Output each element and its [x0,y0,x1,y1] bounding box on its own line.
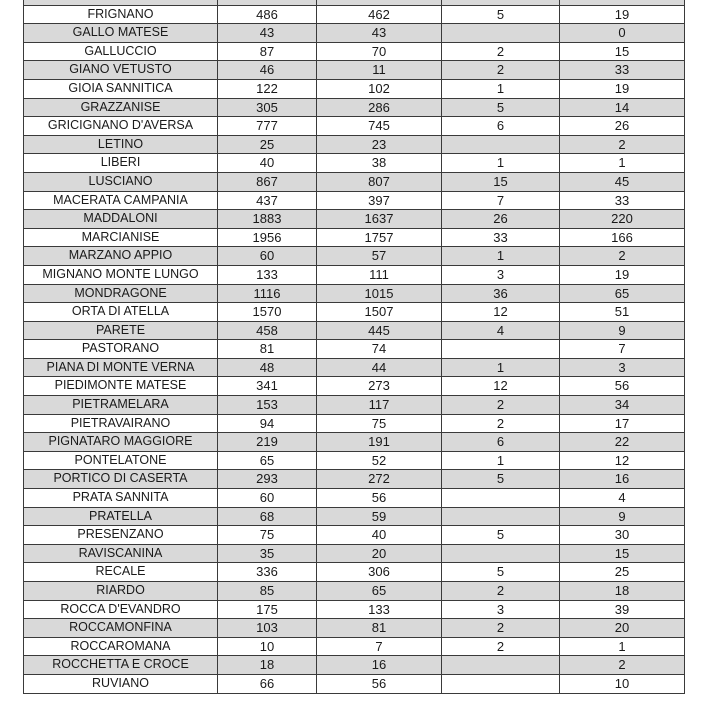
cell-value-col-4: 39 [560,600,685,619]
cell-value-col-1: 122 [218,79,317,98]
cell-value-col-4: 18 [560,582,685,601]
cell-value-col-2: 102 [317,79,442,98]
cell-comune-name: GIOIA SANNITICA [24,79,218,98]
cell-value-col-1: 35 [218,544,317,563]
cell-comune-name: PONTELATONE [24,451,218,470]
table-row [24,619,685,638]
table-row [24,451,685,470]
cell-value-col-2: 191 [317,433,442,452]
cell-comune-name: PRATA SANNITA [24,489,218,508]
cell-value-col-3 [442,507,560,526]
cell-comune-name: PRESENZANO [24,526,218,545]
cell-value-col-3: 12 [442,377,560,396]
cell-value-col-4: 9 [560,321,685,340]
cell-value-col-3: 1 [442,154,560,173]
cell-value-col-2: 16 [317,656,442,675]
cell-comune-name: GALLUCCIO [24,42,218,61]
table-row [24,24,685,43]
table-row [24,191,685,210]
table-body [24,0,685,693]
cell-value-col-3: 1 [442,451,560,470]
table-row [24,600,685,619]
cell-value-col-3: 5 [442,98,560,117]
cell-comune-name: RIARDO [24,582,218,601]
table-row [24,674,685,693]
cell-value-col-3: 2 [442,61,560,80]
cell-value-col-3: 6 [442,433,560,452]
cell-value-col-3: 1 [442,358,560,377]
cell-value-col-4: 2 [560,656,685,675]
cell-comune-name: MADDALONI [24,210,218,229]
cell-value-col-1: 85 [218,582,317,601]
cell-value-col-4: 51 [560,303,685,322]
cell-value-col-3: 5 [442,470,560,489]
table-row [24,79,685,98]
cell-value-col-4: 17 [560,414,685,433]
cell-value-col-3: 1 [442,79,560,98]
cell-value-col-1: 341 [218,377,317,396]
table-row [24,303,685,322]
cell-comune-name: GALLO MATESE [24,24,218,43]
cell-comune-name: PARETE [24,321,218,340]
cell-value-col-1: 1116 [218,284,317,303]
cell-value-col-3: 15 [442,172,560,191]
cell-value-col-1: 94 [218,414,317,433]
cell-comune-name: ROCCA D'EVANDRO [24,600,218,619]
cell-comune-name: ROCCAMONFINA [24,619,218,638]
cell-value-col-1: 103 [218,619,317,638]
cell-value-col-4: 2 [560,135,685,154]
cell-value-col-3: 7 [442,191,560,210]
cell-comune-name: PIGNATARO MAGGIORE [24,433,218,452]
cell-comune-name: ORTA DI ATELLA [24,303,218,322]
cell-value-col-4: 20 [560,619,685,638]
cell-value-col-2: 306 [317,563,442,582]
cell-value-col-2: 59 [317,507,442,526]
cell-comune-name: MIGNANO MONTE LUNGO [24,265,218,284]
table-row [24,637,685,656]
cell-value-col-4: 0 [560,24,685,43]
cell-value-col-2: 272 [317,470,442,489]
cell-value-col-1: 305 [218,98,317,117]
cell-value-col-2: 397 [317,191,442,210]
cell-value-col-3 [442,656,560,675]
data-table [23,0,685,694]
cell-value-col-4: 22 [560,433,685,452]
cell-value-col-4: 1 [560,637,685,656]
cell-value-col-4: 33 [560,191,685,210]
cell-value-col-3: 5 [442,563,560,582]
cell-value-col-3: 2 [442,414,560,433]
table-row [24,210,685,229]
cell-value-col-1: 10 [218,637,317,656]
cell-value-col-1: 68 [218,507,317,526]
cell-value-col-3 [442,24,560,43]
cell-value-col-1: 219 [218,433,317,452]
cell-value-col-2: 56 [317,674,442,693]
cell-value-col-1: 46 [218,61,317,80]
cell-value-col-1: 65 [218,451,317,470]
cell-value-col-2: 20 [317,544,442,563]
cell-value-col-4: 30 [560,526,685,545]
cell-comune-name: MARZANO APPIO [24,247,218,266]
cell-value-col-4: 3 [560,358,685,377]
cell-value-col-2: 38 [317,154,442,173]
cell-value-col-2: 286 [317,98,442,117]
cell-value-col-4: 56 [560,377,685,396]
cell-value-col-2: 1757 [317,228,442,247]
cell-value-col-4: 1 [560,154,685,173]
cell-comune-name: LETINO [24,135,218,154]
table-row [24,284,685,303]
cell-comune-name: LUSCIANO [24,172,218,191]
cell-value-col-2: 462 [317,5,442,24]
table-row [24,321,685,340]
cell-value-col-3: 2 [442,42,560,61]
table-row [24,340,685,359]
cell-value-col-2: 44 [317,358,442,377]
cell-value-col-3 [442,489,560,508]
cell-comune-name: PIANA DI MONTE VERNA [24,358,218,377]
cell-value-col-1: 40 [218,154,317,173]
cell-value-col-4: 25 [560,563,685,582]
cell-value-col-1: 81 [218,340,317,359]
cell-value-col-4: 19 [560,265,685,284]
cell-value-col-3: 2 [442,619,560,638]
table-row [24,98,685,117]
table-row [24,414,685,433]
cell-comune-name: PORTICO DI CASERTA [24,470,218,489]
cell-value-col-3: 2 [442,582,560,601]
cell-value-col-2: 273 [317,377,442,396]
cell-value-col-4: 19 [560,79,685,98]
cell-value-col-4: 14 [560,98,685,117]
cell-comune-name: RUVIANO [24,674,218,693]
cell-value-col-3: 5 [442,526,560,545]
cell-value-col-3: 26 [442,210,560,229]
cell-value-col-1: 777 [218,117,317,136]
cell-value-col-3 [442,674,560,693]
cell-comune-name: RAVISCANINA [24,544,218,563]
cell-value-col-1: 175 [218,600,317,619]
cell-comune-name: PASTORANO [24,340,218,359]
cell-value-col-2: 111 [317,265,442,284]
cell-value-col-3: 5 [442,5,560,24]
cell-value-col-1: 18 [218,656,317,675]
table-row [24,507,685,526]
table-row [24,154,685,173]
cell-value-col-1: 336 [218,563,317,582]
cell-value-col-3: 2 [442,637,560,656]
cell-value-col-2: 133 [317,600,442,619]
cell-value-col-1: 66 [218,674,317,693]
cell-value-col-4: 2 [560,247,685,266]
cell-value-col-1: 48 [218,358,317,377]
cell-value-col-4: 9 [560,507,685,526]
cell-value-col-3 [442,544,560,563]
cell-value-col-3: 33 [442,228,560,247]
cell-value-col-1: 486 [218,5,317,24]
cell-value-col-4: 15 [560,544,685,563]
cell-comune-name: PRATELLA [24,507,218,526]
cell-value-col-4: 15 [560,42,685,61]
cell-value-col-4: 65 [560,284,685,303]
cell-value-col-2: 445 [317,321,442,340]
cell-comune-name: MACERATA CAMPANIA [24,191,218,210]
cell-value-col-4: 7 [560,340,685,359]
cell-value-col-3 [442,135,560,154]
cell-value-col-4: 4 [560,489,685,508]
table-row [24,470,685,489]
cell-value-col-3: 1 [442,247,560,266]
cell-value-col-2: 57 [317,247,442,266]
cell-value-col-2: 11 [317,61,442,80]
cell-comune-name: GRAZZANISE [24,98,218,117]
cell-value-col-4: 34 [560,396,685,415]
cell-value-col-2: 75 [317,414,442,433]
cell-value-col-2: 1507 [317,303,442,322]
cell-value-col-3: 6 [442,117,560,136]
cell-value-col-2: 40 [317,526,442,545]
cell-value-col-3 [442,340,560,359]
cell-value-col-1: 867 [218,172,317,191]
table-row [24,544,685,563]
cell-value-col-1: 87 [218,42,317,61]
cell-value-col-2: 745 [317,117,442,136]
cell-value-col-4: 166 [560,228,685,247]
cell-comune-name: MARCIANISE [24,228,218,247]
cell-comune-name: GRICIGNANO D'AVERSA [24,117,218,136]
cell-value-col-2: 43 [317,24,442,43]
cell-value-col-1: 153 [218,396,317,415]
table-row [24,377,685,396]
table-row [24,582,685,601]
table-row [24,563,685,582]
table-row [24,135,685,154]
cell-value-col-3: 36 [442,284,560,303]
cell-value-col-4: 26 [560,117,685,136]
cell-value-col-4: 45 [560,172,685,191]
cell-value-col-3: 3 [442,265,560,284]
cell-value-col-4: 220 [560,210,685,229]
table-row [24,5,685,24]
cell-comune-name: ROCCHETTA E CROCE [24,656,218,675]
cell-value-col-2: 23 [317,135,442,154]
table-row [24,489,685,508]
cell-value-col-1: 1956 [218,228,317,247]
cell-value-col-4: 10 [560,674,685,693]
table-row [24,172,685,191]
cell-value-col-2: 7 [317,637,442,656]
cell-value-col-4: 16 [560,470,685,489]
cell-value-col-2: 74 [317,340,442,359]
cell-value-col-3: 2 [442,396,560,415]
table-row [24,358,685,377]
cell-value-col-1: 25 [218,135,317,154]
cell-value-col-2: 56 [317,489,442,508]
cell-value-col-1: 1883 [218,210,317,229]
cell-value-col-1: 60 [218,489,317,508]
cell-comune-name: RECALE [24,563,218,582]
table-row [24,396,685,415]
cell-value-col-1: 75 [218,526,317,545]
cell-value-col-2: 65 [317,582,442,601]
table-row [24,117,685,136]
cell-value-col-1: 43 [218,24,317,43]
cell-value-col-2: 70 [317,42,442,61]
table-row [24,526,685,545]
cell-value-col-1: 133 [218,265,317,284]
cell-value-col-2: 117 [317,396,442,415]
cell-comune-name: FRIGNANO [24,5,218,24]
cell-comune-name: PIETRAVAIRANO [24,414,218,433]
cell-comune-name: PIETRAMELARA [24,396,218,415]
cell-value-col-1: 1570 [218,303,317,322]
cell-value-col-4: 19 [560,5,685,24]
cell-value-col-1: 60 [218,247,317,266]
cell-comune-name: ROCCAROMANA [24,637,218,656]
table-row [24,265,685,284]
cell-value-col-2: 1015 [317,284,442,303]
cell-value-col-1: 293 [218,470,317,489]
table-row [24,42,685,61]
table-row [24,228,685,247]
cell-value-col-1: 437 [218,191,317,210]
cell-value-col-4: 33 [560,61,685,80]
table-row [24,247,685,266]
cell-value-col-2: 52 [317,451,442,470]
table-row [24,61,685,80]
cell-value-col-2: 81 [317,619,442,638]
cell-value-col-2: 807 [317,172,442,191]
table-row [24,433,685,452]
cell-value-col-2: 1637 [317,210,442,229]
cell-comune-name: PIEDIMONTE MATESE [24,377,218,396]
cell-comune-name: MONDRAGONE [24,284,218,303]
cell-value-col-3: 12 [442,303,560,322]
cell-value-col-4: 12 [560,451,685,470]
cell-comune-name: GIANO VETUSTO [24,61,218,80]
cell-value-col-1: 458 [218,321,317,340]
cell-value-col-3: 3 [442,600,560,619]
cell-value-col-3: 4 [442,321,560,340]
table-row [24,656,685,675]
cell-comune-name: LIBERI [24,154,218,173]
